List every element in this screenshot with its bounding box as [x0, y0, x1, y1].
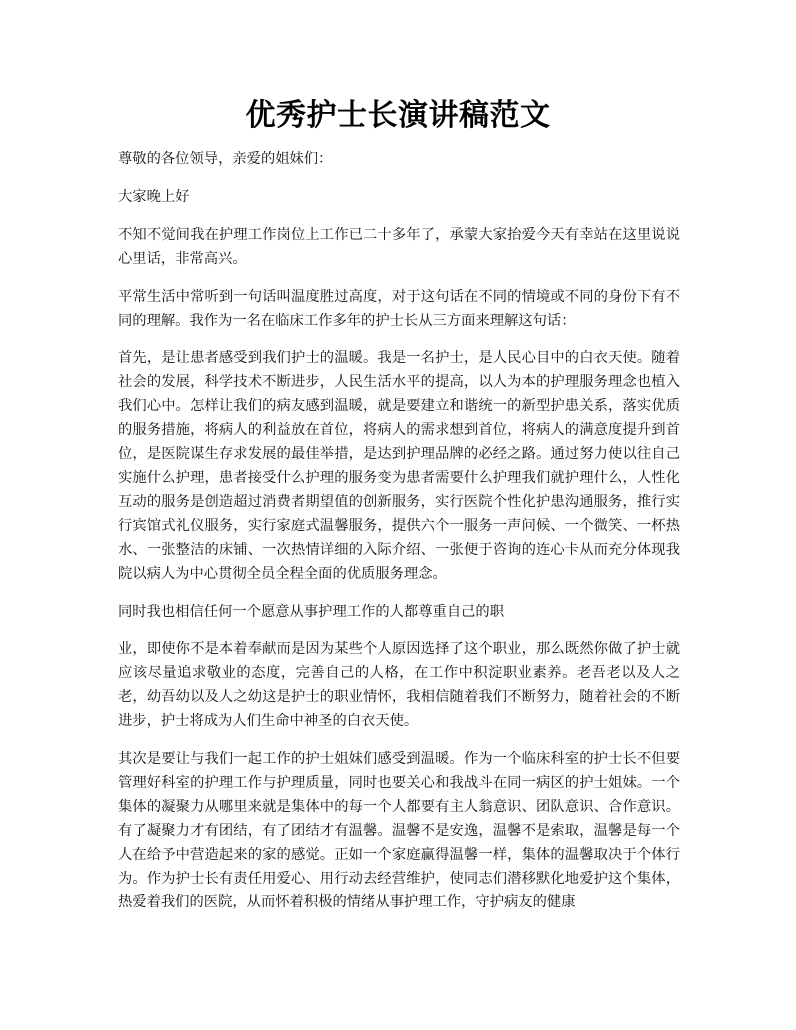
- belief-paragraph: 同时我也相信任何一个愿意从事护理工作的人都尊重自己的职: [118, 603, 505, 620]
- document-body: [118, 148, 680, 929]
- intro-paragraph: 不知不觉间我在护理工作岗位上工作已二十多年了，承蒙大家抬爱今天有幸站在这里说说心里话，非常高兴。: [118, 226, 680, 267]
- second-point-paragraph: 其次是要让与我们一起工作的护士姐妹们感受到温暖。作为一个临床科室的护士长不但要管理好科室的护理工作与护理质量，同时也要关心和我战斗在同一病区的护士姐妹。一个集体的凝聚力从哪里来就是集体中的每一个人都要有主人翁意识、团队意识、合作意识。有了凝聚力才有团结，有了团结才有温馨。温馨不是安逸，温馨不是索取，温馨是每一个人在给予中营造起来的家的感觉。正如一个家庭赢得温馨一样，集体的温馨取决于个体行为。作为护士长有责任用爱心、用行动去经营维护，使同志们潜移默化地爱护这个集体，热爱着我们的医院，从而怀着积极的情绪从事护理工作，守护病友的健康: [118, 751, 680, 911]
- profession-paragraph: 业，即使你不是本着奉献而是因为某些个人原因选择了这个职业，那么既然你做了护士就应该尽量追求敬业的态度，完善自己的人格，在工作中积淀职业素养。老吾老以及人之老，幼吾幼以及人之幼这是护士的职业情怀，我相信随着我们不断努力，随着社会的不断进步，护士将成为人们生命中神圣的白衣天使。: [118, 641, 680, 730]
- document-title: 优秀护士长演讲稿范文: [245, 98, 551, 133]
- greeting-paragraph: 尊敬的各位领导，亲爱的姐妹们：: [118, 151, 333, 167]
- first-point-paragraph: 首先，是让患者感受到我们护士的温暖。我是一名护士，是人民心目中的白衣天使。随着社会的发展，科学技术不断进步，人民生活水平的提高，以人为本的护理服务理念也植入我们心中。怎样让我们的病友感到温暖，就是要建立和谐统一的新型护患关系，落实优质的服务措施，将病人的利益放在首位，将病人的需求想到首位，将病人的满意度提升到首位，是医院谋生存求发展的最佳举措，是达到护理品牌的必经之路。通过努力使以往自己实施什么护理，患者接受什么护理的服务变为患者需要什么护理我们就护理什么，人性化互动的服务是创造超过消费者期望值的创新服务，实行医院个性化护患沟通服务，推行实行宾馆式礼仪服务，实行家庭式温馨服务，提供六个一服务一声问候、一个微笑、一杯热水、一张整洁的床铺、一次热情详细的入际介绍、一张便于咨询的连心卡从而充分体现我院以病人为中心贯彻全员全程全面的优质服务理念。: [118, 350, 680, 582]
- theme-paragraph: 平常生活中常听到一句话叫温度胜过高度，对于这句话在不同的情境或不同的身份下有不同的理解。我作为一名在临床工作多年的护士长从三方面来理解这句话：: [118, 288, 680, 329]
- salutation-paragraph: 大家晚上好: [118, 188, 190, 205]
